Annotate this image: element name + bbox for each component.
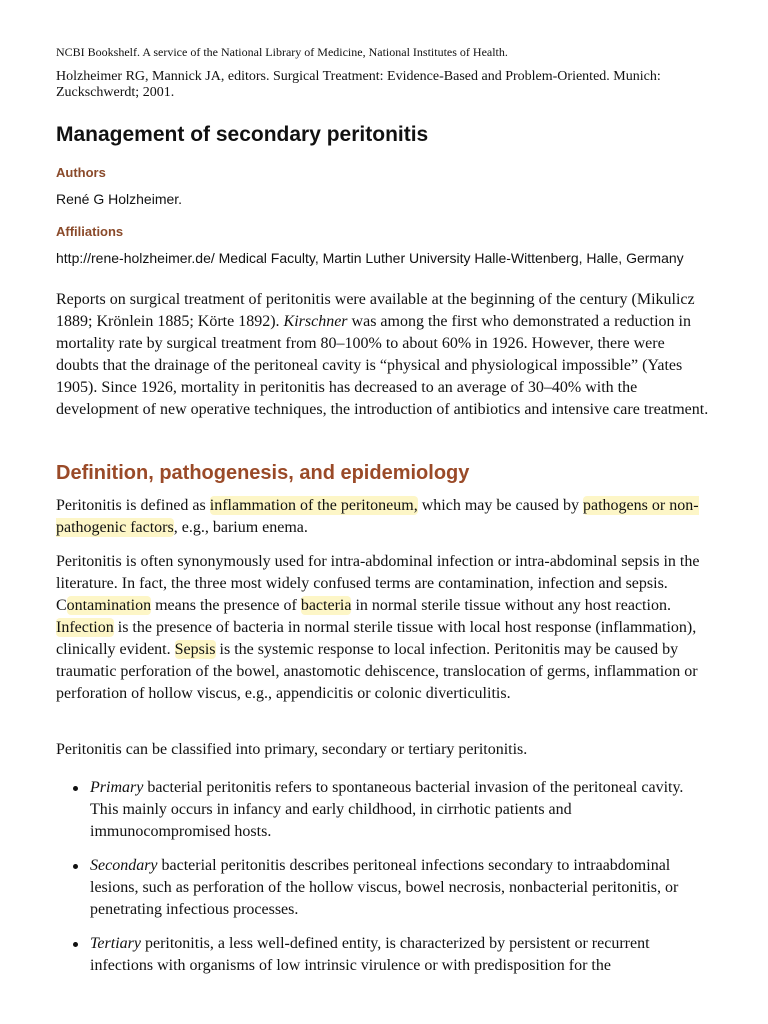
bookshelf-notice: NCBI Bookshelf. A service of the National Library of Medicine, National Institutes of Health. xyxy=(56,45,508,59)
list-item-text: bacterial peritonitis refers to spontaneous bacterial invasion of the peritoneal cavity. This mainly occurs in infancy and early childhood, in cirrhotic patients and immunocompromised hosts. xyxy=(90,779,684,840)
list-item-term: Secondary xyxy=(90,857,158,874)
book-citation: Holzheimer RG, Mannick JA, editors. Surgical Treatment: Evidence-Based and Problem-Oriented. Munich: Zuckschwerdt; 2001. xyxy=(56,69,661,100)
highlight-bacteria: bacteria xyxy=(300,597,352,614)
terms-text-a: Peritonitis is often synonymously used for intra-abdominal infection or intra-abdominal sepsis in the literature. In fact, the three most widely confused terms are contamination, infection and sepsis. C xyxy=(56,553,700,614)
intro-emphasis: Kirschner xyxy=(283,313,348,330)
definition-text-b: which may be caused by xyxy=(417,497,583,514)
list-item-tertiary xyxy=(90,933,710,977)
highlight-inflammation: inflammation of the peritoneum, xyxy=(209,497,418,514)
authors-label: Authors xyxy=(56,165,106,180)
highlight-sepsis: Sepsis xyxy=(174,641,216,658)
affiliations-text: http://rene-holzheimer.de/ Medical Faculty, Martin Luther University Halle-Wittenberg, Halle, Germany xyxy=(56,250,684,266)
page-title: Management of secondary peritonitis xyxy=(56,123,429,146)
terms-paragraph xyxy=(56,551,710,705)
list-item-text: peritonitis, a less well-defined entity, is characterized by persistent or recurrent infections with organisms of low intrinsic virulence or with predisposition for the xyxy=(90,935,650,974)
intro-text-b: was among the first who demonstrated a reduction in mortality rate by surgical treatment from 80–100% to about 60% in 1926. However, there were doubts that the drainage of the peritoneal cavity is “physical and physiological impossible” (Yates 1905). Since 1926, mortality in peritonitis has decreased to an average of 30–40% with the development of new operative techniques, the introduction of antibiotics and intensive care treatment. xyxy=(56,313,709,418)
list-item-text: bacterial peritonitis describes peritoneal infections secondary to intraabdominal lesions, such as perforation of the hollow viscus, bowel necrosis, nonbacterial peritonitis, or penetrating infectious processes. xyxy=(90,857,679,918)
intro-text-a: Reports on surgical treatment of peritonitis were available at the beginning of the century (Mikulicz 1889; Krönlein 1885; Körte 1892). xyxy=(56,291,695,330)
section-heading: Definition, pathogenesis, and epidemiology xyxy=(56,462,470,484)
highlight-pathogens: pathogens or non-pathogenic factors xyxy=(56,497,699,536)
terms-text-d: is the presence of bacteria in normal sterile tissue with local host response (inflammation), clinically evident. xyxy=(56,619,697,658)
list-item-term: Primary xyxy=(90,779,144,796)
affiliations-label: Affiliations xyxy=(56,224,124,239)
classification-list xyxy=(56,777,710,989)
definition-text-a: Peritonitis is defined as xyxy=(56,497,210,514)
definition-paragraph xyxy=(56,495,710,539)
highlight-contamination: ontamination xyxy=(66,597,152,614)
list-item-primary xyxy=(90,777,710,843)
terms-text-c: in normal sterile tissue without any host reaction. xyxy=(351,597,671,614)
list-item-secondary xyxy=(90,855,710,921)
authors-text: René G Holzheimer. xyxy=(56,191,183,207)
terms-text-e: is the systemic response to local infection. Peritonitis may be caused by traumatic perforation of the bowel, anastomotic dehiscence, translocation of germs, inflammation or perforation of hollow viscus, e.g., appendicitis or colonic diverticulitis. xyxy=(56,641,698,702)
highlight-infection: Infection xyxy=(56,619,114,636)
list-item-term: Tertiary xyxy=(90,935,141,952)
definition-text-c: , e.g., barium enema. xyxy=(173,519,308,536)
classification-paragraph: Peritonitis can be classified into primary, secondary or tertiary peritonitis. xyxy=(56,741,528,758)
intro-paragraph xyxy=(56,289,710,421)
terms-text-b: means the presence of xyxy=(151,597,301,614)
